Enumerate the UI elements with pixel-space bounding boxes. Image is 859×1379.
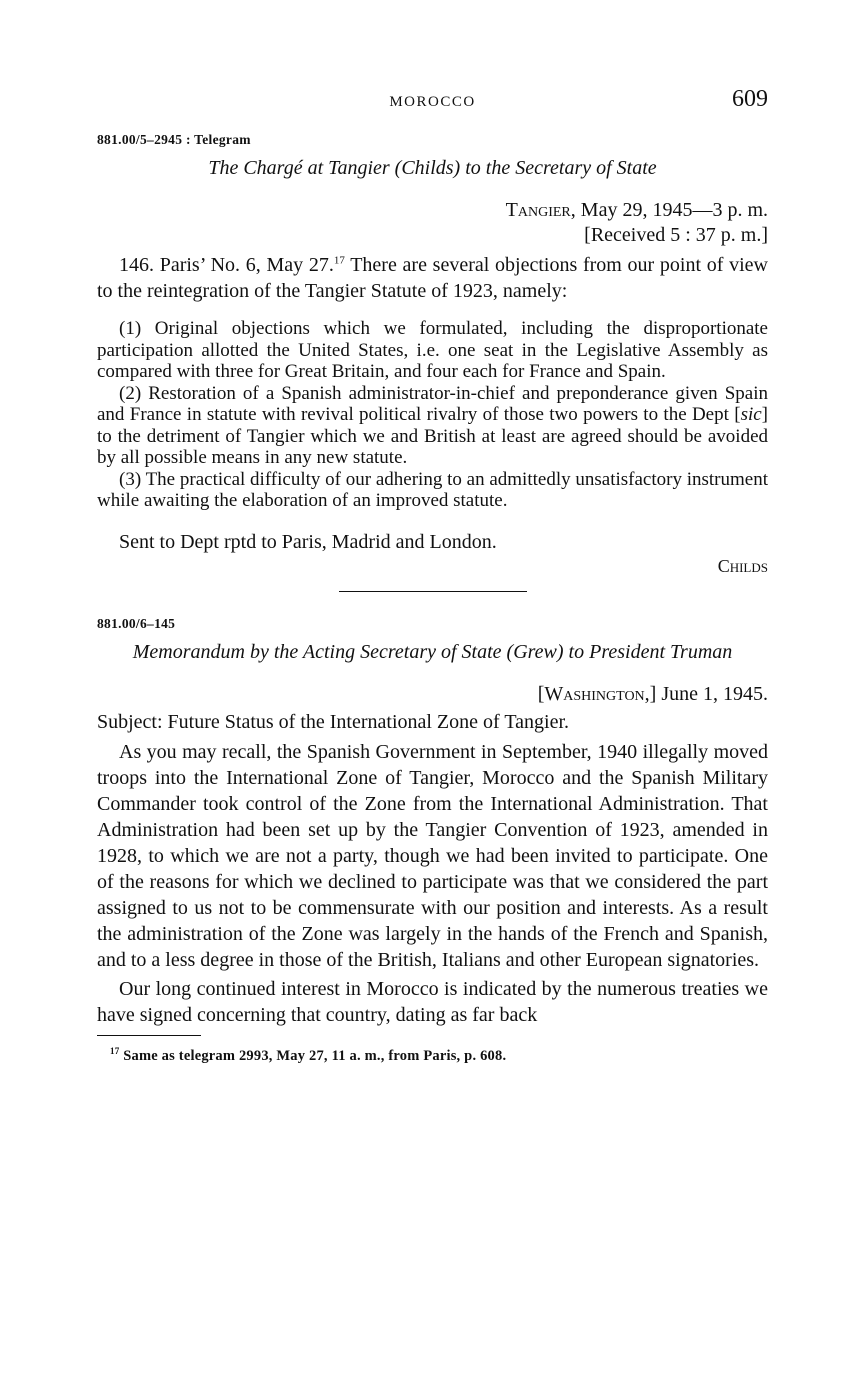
- doc1-closing: Sent to Dept rptd to Paris, Madrid and London.: [119, 530, 497, 553]
- doc1-dateline: [97, 198, 768, 223]
- doc1-para-rest: There are several objections from our point of view to the reintegration of the Tangier Statute of 1923, namely:: [97, 254, 768, 302]
- footnote-marker: 17: [110, 1045, 120, 1056]
- running-head-title: MOROCCO: [389, 94, 476, 110]
- doc1-date: May 29, 1945—3 p. m.: [580, 199, 768, 221]
- running-head: [97, 86, 768, 120]
- footnote-ref: 17: [333, 254, 345, 267]
- doc2-heading: Memorandum by the Acting Secretary of State (Grew) to President Truman: [132, 640, 733, 663]
- doc1-item-3: (3) The practical difficulty of our adhering to an admittedly unsatisfactory instrument while awaiting the elaboration of an improved statute.: [97, 468, 768, 511]
- section-divider: [339, 591, 527, 592]
- page: [97, 86, 768, 1065]
- doc2-file-number: 881.00/6–145: [97, 615, 176, 631]
- doc1-paragraph: [97, 252, 768, 304]
- doc1-signature: Childs: [717, 555, 768, 576]
- doc2-paragraph-1: As you may recall, the Spanish Government in September, 1940 illegally moved troops into the International Zone of Tangier, Morocco and the Spanish Military Commander took control of the Zone from the International Administration. That Administration had been set up by the Tangier Convention of 1923, amended in 1928, to which we are not a party, though we had been invited to participate. One of the reasons for which we declined to participate was that we considered the part assigned to us not to be commensurate with our position and interests. As a result the administration of the Zone was largely in the hands of the French and Spanish, and to a less degree in those of the British, Italians and other European signatories.: [97, 740, 768, 971]
- footnote-rule: [97, 1035, 201, 1036]
- doc1-received: [Received 5 : 37 p. m.]: [584, 224, 768, 246]
- doc1-heading: The Chargé at Tangier (Childs) to the Secretary of State: [208, 157, 657, 179]
- doc1-item-2-a: (2) Restoration of a Spanish administrator-in-chief and preponderance given Spain and France in statute with revival political rivalry of those two powers to the Dept [: [97, 382, 768, 425]
- doc2-date: June 1, 1945.: [661, 682, 768, 705]
- page-number: 609: [732, 86, 768, 112]
- doc1-file-number: 881.00/5–2945 : Telegram: [97, 132, 251, 147]
- doc1-item-2-sic: sic: [740, 404, 762, 425]
- doc1-item-2-b: ] to the detriment of Tangier which we and British at least are agreed should be avoided by all possible means in any new statute.: [97, 404, 768, 468]
- doc1-para-start: 146. Paris’ No. 6, May 27.: [119, 254, 334, 276]
- doc2-dateline: [97, 682, 768, 707]
- doc1-item-1: (1) Original objections which we formulated, including the disproportionate participation allotted the United States, i.e. one seat in the Legislative Assembly as compared with three for Great Britain, and four each for France and Spain.: [97, 318, 768, 382]
- doc1-item-2: [97, 383, 768, 469]
- footnote-text: Same as telegram 2993, May 27, 11 a. m., from Paris, p. 608.: [119, 1047, 507, 1064]
- doc2-place: [Washington,]: [537, 682, 657, 705]
- doc1-place: Tangier,: [505, 199, 576, 221]
- doc2-subject: Subject: Future Status of the International Zone of Tangier.: [97, 710, 570, 733]
- footnote: [110, 1045, 768, 1065]
- doc2-paragraph-2: Our long continued interest in Morocco is indicated by the numerous treaties we have signed concerning that country, dating as far back: [97, 977, 768, 1026]
- doc1-items: [97, 318, 768, 512]
